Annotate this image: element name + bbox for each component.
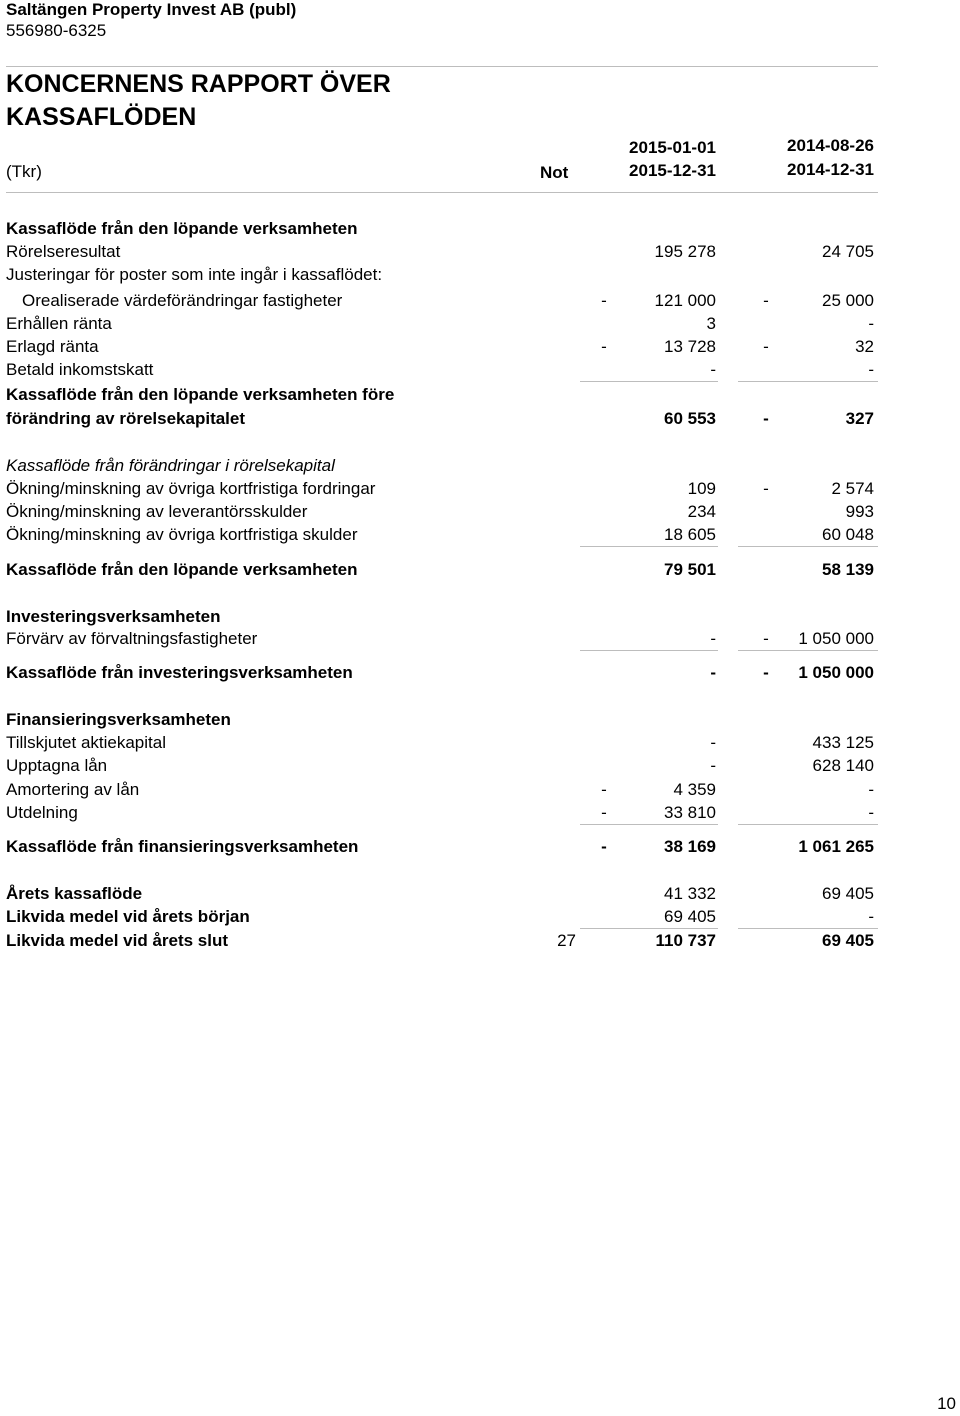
- value-2015: 195 278: [654, 242, 716, 261]
- row-unrealized-value-changes: [0, 290, 960, 312]
- sign-2014: -: [763, 291, 769, 310]
- row-trade-payables: [0, 501, 960, 523]
- row-label: Kassaflöde från förändringar i rörelsekapital: [6, 456, 335, 475]
- sign-2014: -: [763, 409, 769, 428]
- sign-2015: -: [601, 837, 607, 856]
- row-operating-before-wc-line1: [0, 384, 960, 406]
- value-2014: 69 405: [822, 884, 874, 903]
- row-cashflow-for-year: [0, 883, 960, 905]
- value-2014: -: [868, 803, 874, 822]
- row-label: Amortering av lån: [6, 780, 140, 799]
- row-label: Kassaflöde från finansieringsverksamheten: [6, 837, 359, 856]
- row-label: Finansieringsverksamheten: [6, 710, 231, 729]
- row-label: Betald inkomstskatt: [6, 360, 154, 379]
- row-operating-before-wc-line2: [0, 408, 960, 430]
- value-2014: 25 000: [822, 291, 874, 310]
- row-label: förändring av rörelsekapitalet: [6, 409, 246, 428]
- row-label: Kassaflöde från den löpande verksamheten: [6, 560, 358, 579]
- row-interest-received: [0, 313, 960, 335]
- value-2015: -: [710, 360, 716, 379]
- row-working-capital-heading: [0, 455, 960, 477]
- row-investing-cashflow-total: [0, 662, 960, 684]
- sign-2015: -: [601, 780, 607, 799]
- row-label: Likvida medel vid årets slut: [6, 931, 229, 950]
- unit-label: (Tkr): [6, 162, 42, 181]
- row-operating-cashflow-heading: [0, 218, 960, 240]
- note-reference: 27: [557, 931, 576, 950]
- value-2015: 79 501: [664, 560, 716, 579]
- org-number: 556980-6325: [6, 21, 107, 40]
- row-label: Upptagna lån: [6, 756, 108, 775]
- row-other-current-liabilities: [0, 524, 960, 546]
- row-operating-result: [0, 241, 960, 263]
- row-label: Kassaflöde från den löpande verksamheten: [6, 219, 358, 238]
- value-2014: 628 140: [812, 756, 874, 775]
- note-column-header: Not: [540, 163, 569, 182]
- col1-period-to: 2015-12-31: [629, 161, 716, 180]
- value-2015: 41 332: [664, 884, 716, 903]
- row-property-acquisitions: [0, 628, 960, 650]
- sign-2015: -: [601, 291, 607, 310]
- value-2014: -: [868, 780, 874, 799]
- value-2014: 993: [845, 502, 874, 521]
- row-financing-cashflow-total: [0, 836, 960, 858]
- sign-2014: -: [763, 337, 769, 356]
- row-income-tax-paid: [0, 359, 960, 381]
- value-2014: 69 405: [822, 931, 874, 950]
- value-2015: 60 553: [664, 409, 716, 428]
- row-other-receivables: [0, 478, 960, 500]
- row-label: Kassaflöde från den löpande verksamheten före: [6, 385, 395, 404]
- title-line-2: KASSAFLÖDEN: [6, 103, 197, 131]
- row-loan-repayment: [0, 779, 960, 801]
- sign-2015: -: [601, 337, 607, 356]
- sign-2014: -: [763, 663, 769, 682]
- value-2015: 13 728: [664, 337, 716, 356]
- value-2015: -: [710, 663, 716, 682]
- row-financing-heading: [0, 709, 960, 731]
- row-cash-end: [0, 930, 960, 952]
- value-2014: 1 050 000: [798, 629, 874, 648]
- row-label: Årets kassaflöde: [6, 884, 143, 903]
- value-2014: 2 574: [831, 479, 874, 498]
- row-share-capital-contributed: [0, 732, 960, 754]
- row-label: Erlagd ränta: [6, 337, 99, 356]
- sign-2015: -: [601, 803, 607, 822]
- row-label: Ökning/minskning av övriga kortfristiga fordringar: [6, 479, 376, 498]
- sign-2014: -: [763, 479, 769, 498]
- value-2015: 234: [687, 502, 716, 521]
- row-label: Utdelning: [6, 803, 78, 822]
- value-2014: 58 139: [822, 560, 874, 579]
- value-2014: 1 050 000: [798, 663, 874, 682]
- value-2014: 24 705: [822, 242, 874, 261]
- value-2014: -: [868, 907, 874, 926]
- value-2014: 433 125: [812, 733, 874, 752]
- col2-period-from: 2014-08-26: [787, 136, 874, 155]
- page-title: [6, 68, 391, 134]
- row-label: Erhållen ränta: [6, 314, 112, 333]
- value-2014: -: [868, 360, 874, 379]
- row-label: Investeringsverksamheten: [6, 607, 221, 626]
- page-number: 10: [937, 1394, 956, 1413]
- row-label: Kassaflöde från investeringsverksamheten: [6, 663, 353, 682]
- row-label: Ökning/minskning av övriga kortfristiga skulder: [6, 525, 358, 544]
- row-label: Justeringar för poster som inte ingår i kassaflödet:: [6, 265, 383, 284]
- value-2015: 33 810: [664, 803, 716, 822]
- column-header-rule: [6, 192, 878, 193]
- value-2015: 38 169: [664, 837, 716, 856]
- row-label: Tillskjutet aktiekapital: [6, 733, 166, 752]
- title-line-1: KONCERNENS RAPPORT ÖVER: [6, 70, 391, 98]
- row-label: Likvida medel vid årets början: [6, 907, 250, 926]
- value-2015: 3: [706, 314, 716, 333]
- value-2015: 110 737: [655, 931, 716, 950]
- row-adjustments: [0, 264, 960, 286]
- value-2015: -: [710, 629, 716, 648]
- row-label: Ökning/minskning av leverantörsskulder: [6, 502, 308, 521]
- row-cash-beginning: [0, 906, 960, 928]
- value-2015: 69 405: [664, 907, 716, 926]
- value-2015: 4 359: [673, 780, 716, 799]
- row-label: Rörelseresultat: [6, 242, 121, 261]
- row-label: Orealiserade värdeförändringar fastigheter: [22, 291, 343, 310]
- row-loans-raised: [0, 755, 960, 777]
- header-rule: [6, 66, 878, 67]
- value-2015: 18 605: [664, 525, 716, 544]
- col2-period-to: 2014-12-31: [787, 160, 874, 179]
- value-2014: 1 061 265: [798, 837, 874, 856]
- value-2014: -: [868, 314, 874, 333]
- company-name: Saltängen Property Invest AB (publ): [6, 0, 297, 19]
- value-2015: 109: [687, 479, 716, 498]
- row-dividend: [0, 802, 960, 824]
- value-2015: -: [710, 733, 716, 752]
- row-operating-cashflow-total: [0, 559, 960, 581]
- value-2015: 121 000: [654, 291, 716, 310]
- value-2014: 32: [855, 337, 874, 356]
- row-interest-paid: [0, 336, 960, 358]
- row-investing-heading: [0, 606, 960, 628]
- row-label: Förvärv av förvaltningsfastigheter: [6, 629, 258, 648]
- value-2014: 60 048: [822, 525, 874, 544]
- value-2014: 327: [845, 409, 874, 428]
- col1-period-from: 2015-01-01: [629, 138, 716, 157]
- sign-2014: -: [763, 629, 769, 648]
- value-2015: -: [710, 756, 716, 775]
